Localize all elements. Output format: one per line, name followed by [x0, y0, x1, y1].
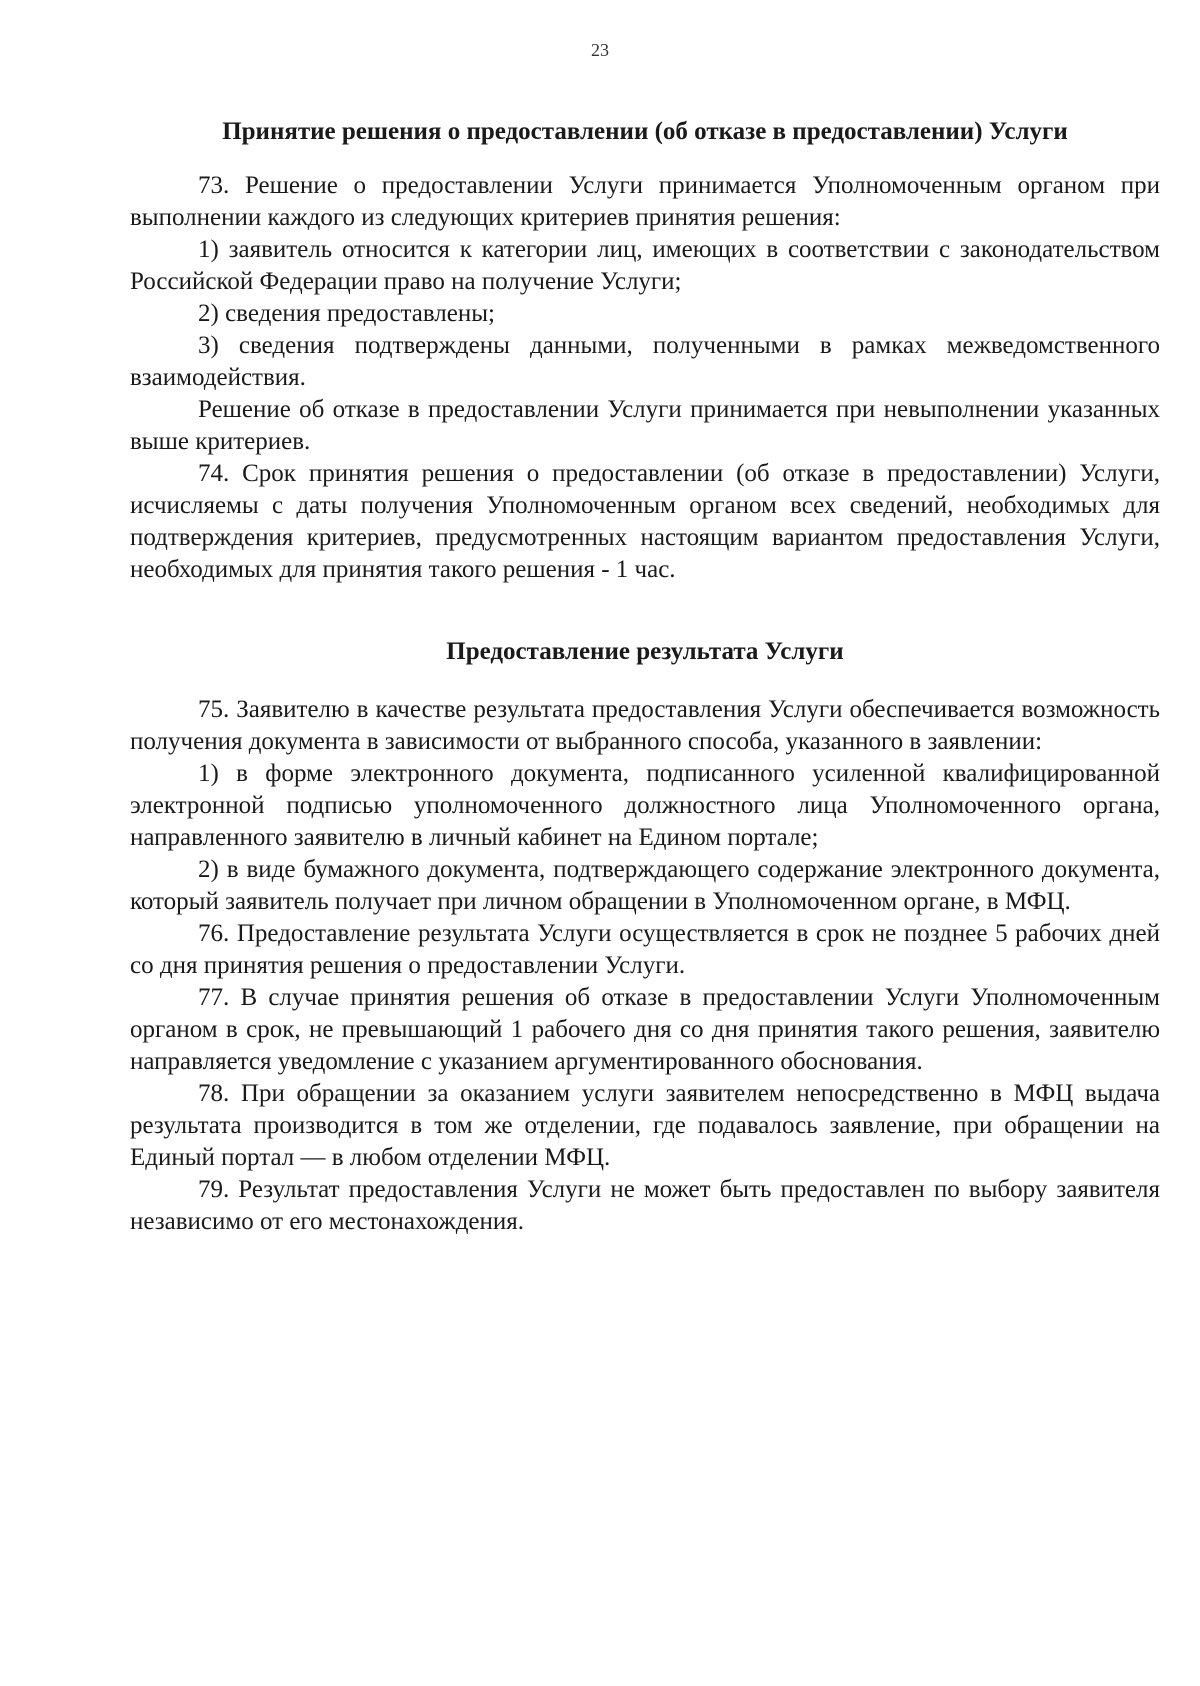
criterion-1: 1) заявитель относится к категории лиц, имеющих в соответствии с законодательством Российской Федерации право на получение Услуги; [130, 236, 1160, 295]
paragraph-77: 77. В случае принятия решения об отказе в предоставлении Услуги Уполномоченным органом в срок, не превышающий 1 рабочего дня со дня принятия такого решения, заявителю направляется уведомление с указанием аргументированного обоснования. [130, 984, 1160, 1075]
result-option-2: 2) в виде бумажного документа, подтверждающего содержание электронного документа, который заявитель получает при личном обращении в Уполномоченном органе, в МФЦ. [130, 856, 1160, 915]
paragraph-78: 78. При обращении за оказанием услуги заявителем непосредственно в МФЦ выдача результата производится в том же отделении, где подавалось заявление, при обращении на Единый портал — в любом отделении МФЦ. [130, 1080, 1160, 1171]
paragraph-76: 76. Предоставление результата Услуги осуществляется в срок не позднее 5 рабочих дней со дня принятия решения о предоставлении Услуги. [130, 920, 1160, 979]
criterion-3: 3) сведения подтверждены данными, полученными в рамках межведомственного взаимодействия. [130, 332, 1160, 391]
section-title-result: Предоставление результата Услуги [446, 638, 844, 665]
paragraph-79: 79. Результат предоставления Услуги не может быть предоставлен по выбору заявителя независимо от его местонахождения. [130, 1176, 1160, 1235]
paragraph-refusal: Решение об отказе в предоставлении Услуги принимается при невыполнении указанных выше критериев. [130, 396, 1160, 455]
page-number: 23 [591, 40, 609, 60]
paragraph-75: 75. Заявителю в качестве результата предоставления Услуги обеспечивается возможность получения документа в зависимости от выбранного способа, указанного в заявлении: [130, 696, 1160, 755]
document-body [130, 116, 1160, 1238]
criterion-2: 2) сведения предоставлены; [198, 300, 495, 327]
section-title-decision: Принятие решения о предоставлении (об отказе в предоставлении) Услуги [222, 118, 1068, 145]
paragraph-73: 73. Решение о предоставлении Услуги принимается Уполномоченным органом при выполнении каждого из следующих критериев принятия решения: [130, 172, 1160, 231]
result-option-1: 1) в форме электронного документа, подписанного усиленной квалифицированной электронной подписью уполномоченного должностного лица Уполномоченного органа, направленного заявителю в личный кабинет на Едином портале; [130, 760, 1160, 851]
paragraph-74: 74. Срок принятия решения о предоставлении (об отказе в предоставлении) Услуги, исчисляемы с даты получения Уполномоченным органом всех сведений, необходимых для подтверждения критериев, предусмотренных настоящим вариантом предоставления Услуги, необходимых для принятия такого решения - 1 час. [130, 460, 1160, 583]
